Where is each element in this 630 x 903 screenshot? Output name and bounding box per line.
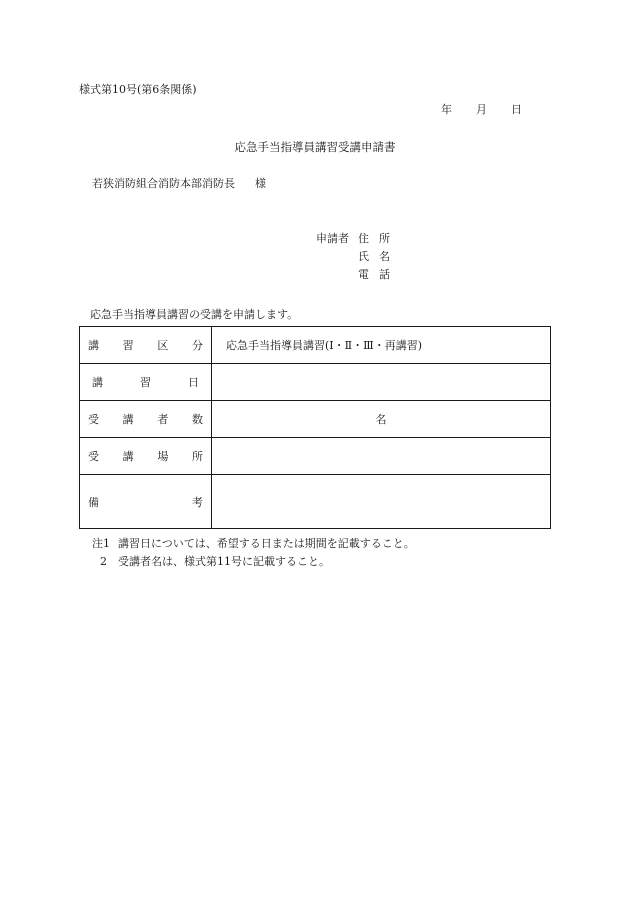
label-char: 日 — [188, 376, 199, 389]
note-number: 2 — [100, 555, 107, 568]
course-category-value[interactable]: 応急手当指導員講習(Ⅰ・Ⅱ・Ⅲ・再講習) — [212, 327, 551, 364]
table-row — [80, 327, 551, 364]
applicant-block — [316, 230, 398, 284]
notes — [92, 535, 415, 571]
note-text: 受講者名は、様式第11号に記載すること。 — [118, 555, 330, 568]
row-label-remarks — [80, 475, 212, 529]
row-label-venue — [80, 438, 212, 475]
table-row — [80, 438, 551, 475]
label-char: 受 — [88, 450, 99, 463]
label-char: 所 — [191, 450, 203, 463]
application-table — [79, 326, 551, 529]
document-title: 応急手当指導員講習受講申請書 — [234, 140, 396, 154]
addressee-name: 若狭消防組合消防本部消防長 — [92, 177, 235, 190]
applicant-name-label: 氏名 — [358, 250, 400, 263]
date-day: 日 — [511, 103, 522, 116]
row-label-attendee-count — [80, 401, 212, 438]
label-char: 習 — [140, 376, 151, 389]
label-char: 場 — [157, 450, 169, 463]
label-char: 者 — [157, 413, 169, 426]
note-text: 講習日については、希望する日または期間を記載すること。 — [118, 537, 415, 550]
label-char: 受 — [88, 413, 99, 426]
table-row — [80, 364, 551, 401]
form-number: 様式第10号(第6条関係) — [79, 83, 197, 96]
table-row — [80, 401, 551, 438]
row-label-course-date — [80, 364, 212, 401]
label-char: 考 — [192, 495, 203, 509]
applicant-row-phone — [316, 266, 398, 284]
date-line — [441, 101, 522, 117]
row-label-course-category — [80, 327, 212, 364]
course-date-value[interactable] — [212, 364, 551, 401]
applicant-row-name — [316, 248, 398, 266]
note-number: 注1 — [92, 537, 110, 550]
label-char: 数 — [191, 413, 203, 426]
label-char: 習 — [122, 339, 134, 352]
applicant-address-label: 住所 — [358, 232, 400, 245]
label-char: 講 — [88, 339, 99, 352]
label-char: 講 — [122, 450, 134, 463]
applicant-phone-label: 電話 — [358, 268, 400, 281]
label-char: 講 — [122, 413, 134, 426]
date-year: 年 — [441, 103, 452, 116]
note-item — [92, 535, 415, 553]
label-char: 備 — [88, 495, 99, 509]
label-char: 分 — [191, 339, 203, 352]
intro-text: 応急手当指導員講習の受講を申請します。 — [90, 308, 299, 321]
addressee — [92, 175, 266, 191]
applicant-row-address — [316, 230, 398, 248]
table-row — [80, 475, 551, 529]
label-char: 区 — [157, 339, 169, 352]
applicant-role: 申請者 — [316, 232, 349, 245]
attendee-count-value[interactable]: 名 — [212, 401, 551, 438]
addressee-honorific: 様 — [255, 177, 266, 190]
note-item — [92, 553, 415, 571]
date-month: 月 — [476, 103, 487, 116]
venue-value[interactable] — [212, 438, 551, 475]
remarks-value[interactable] — [212, 475, 551, 529]
label-char: 講 — [92, 376, 103, 389]
